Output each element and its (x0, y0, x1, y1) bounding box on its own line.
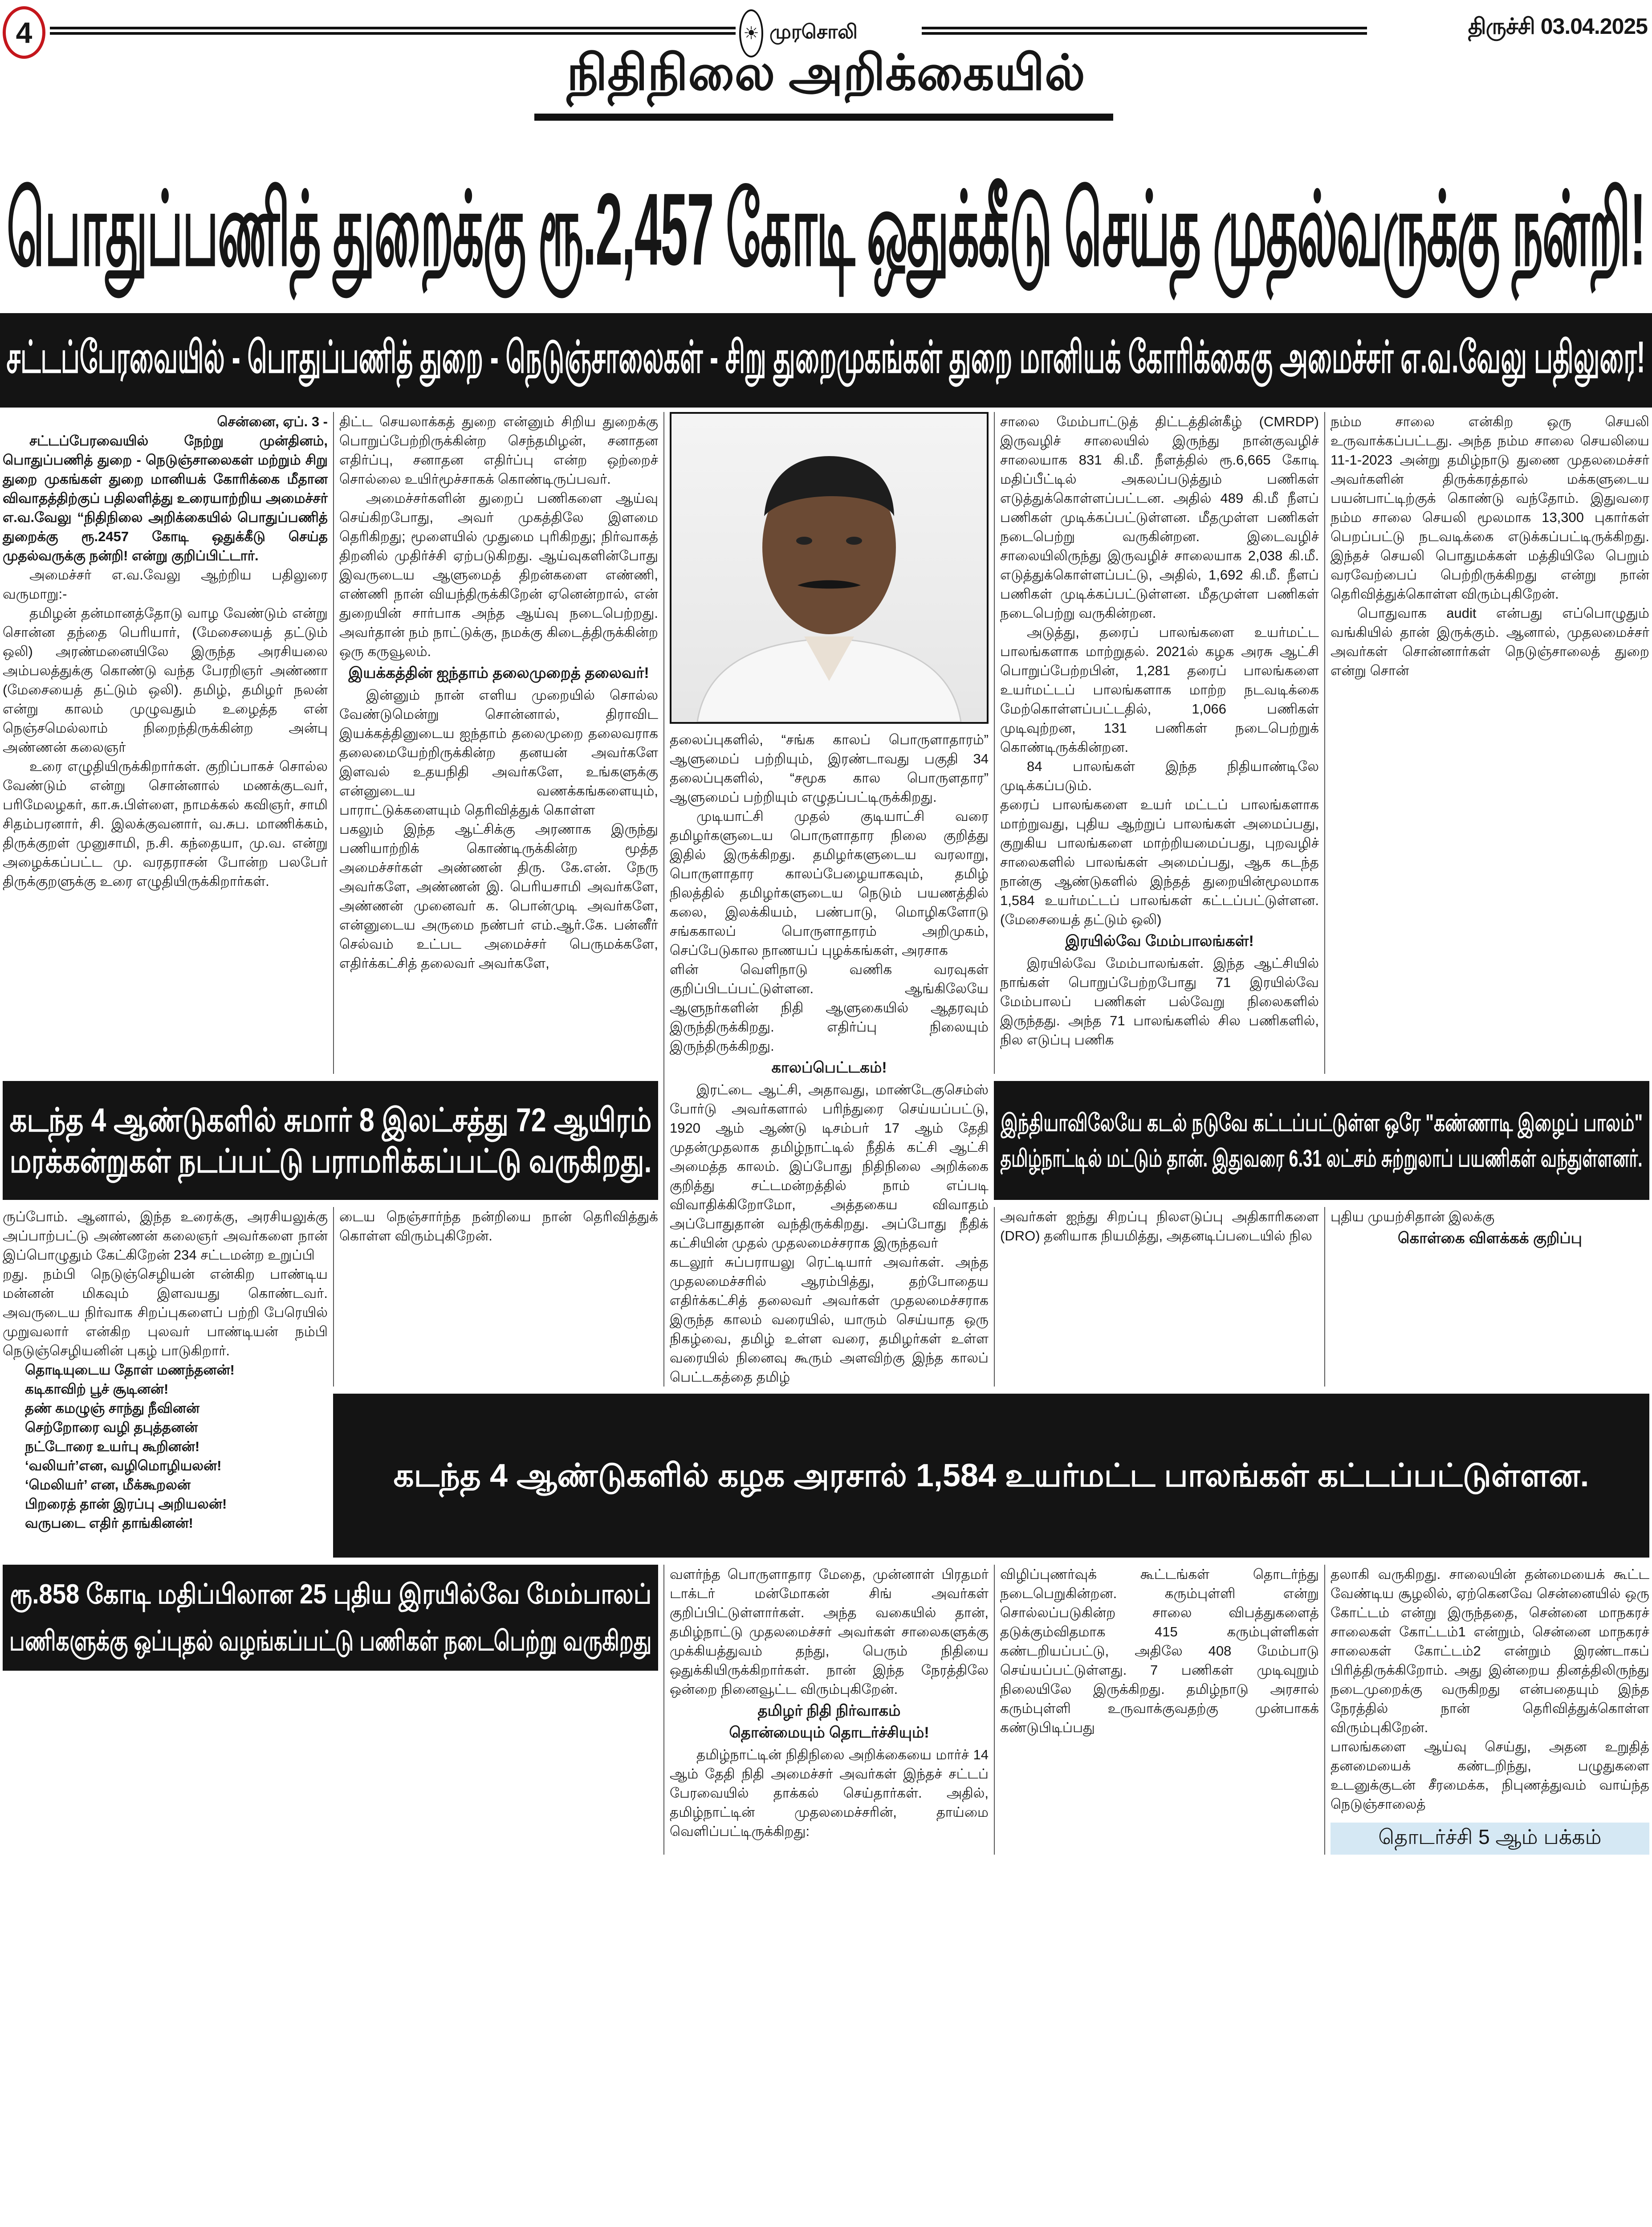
paragraph: அமைச்சர் எ.வ.வேலு ஆற்றிய பதிலுரை வருமாறு:- (3, 567, 328, 602)
paragraph: தலாகி வருகிறது. சாலையின் தன்மையைக் கூட்ட வேண்டிய சூழலில், ஏற்கெனவே சென்னையில் ஒரு கோட்டம் என்று இருந்ததை, சென்னை மாநகரச் சாலைகள் கோட்டம்1 என்றும், சென்னை மாநகரச் சாலைகள் கோட்டம்2 என்றும் இரண்டாகப் பிரித்திருக்கிறோம். அது இன்றைய தினத்திலிருந்து நடைமுறைக்கு வருகிறது என்பதையும் இந்த நேரத்தில் நான் தெரிவித்துக்கொள்ள விரும்புகிறேன். (1331, 1566, 1649, 1735)
main-headline: பொதுப்பணித் துறைக்கு ரூ.2,457 கோடி ஒதுக்கீடு செய்த முதல்வருக்கு நன்றி! (7, 172, 1645, 286)
section-subheading: காலப்பெட்டகம்! (771, 1059, 887, 1076)
column-4-bottom (994, 1565, 1319, 1855)
callout-line: கடந்த 4 ஆண்டுகளில் சுமார் 8 இலட்சத்து 72 ஆயிரம் (9, 1101, 651, 1138)
paragraph: இரயில்வே மேம்பாலங்கள். இந்த ஆட்சியில் நாங்கள் பொறுப்பேற்றபோது 71 இரயில்வே மேம்பாலப் பணிகள் பல்வேறு நிலைகளில் இருந்தது. அந்த 71 பாலங்களில் சில பணிகளில், நில எடுப்பு பணிக (1000, 955, 1319, 1048)
callout-saplings (3, 1081, 658, 1200)
paragraph: அவர்கள் ஐந்து சிறப்பு நிலஎடுப்பு அதிகாரிகளை (DRO) தனியாக நியமித்து, அதனடிப்படையில் நில (1000, 1209, 1319, 1244)
continued-on-page-5[interactable]: தொடர்ச்சி 5 ஆம் பக்கம் (1331, 1823, 1649, 1855)
minister-photo (670, 412, 989, 724)
column-3-text (670, 730, 989, 1387)
callout-railway-overbridges (3, 1565, 658, 1671)
verse-line: வருபடை எதிர் தாங்கினன்! (25, 1515, 193, 1531)
column-5-bottom-wrap (1324, 1565, 1649, 1855)
verse-line: நட்டோரை உயர்பு கூறினன்! (25, 1439, 200, 1455)
paragraph: சட்டப்பேரவையில் நேற்று முன்தினம், பொதுப்பணித் துறை - நெடுஞ்சாலைகள் மற்றும் சிறு துறை முகங்கள் துறை மானியக் கோரிக்கை மீதான விவாதத்திற்குப் பதிலளித்து உரையாற்றிய அமைச்சர் எ.வ.வேலு “நிதிநிலை அறிக்கையில் பொதுப்பணித் துறைக்கு ரூ.2457 கோடி ஒதுக்கீடு செய்த முதல்வருக்கு நன்றி! என்று குறிப்பிட்டார். (3, 433, 328, 563)
column-5-middle (1324, 1207, 1649, 1387)
paragraph: தமிழ்நாட்டின் நிதிநிலை அறிக்கையை மார்ச் 14 ஆம் தேதி நிதி அமைச்சர் அவர்கள் இந்தச் சட்டப் பேரவையில் தாக்கல் செய்தார்கள். அதில், தமிழ்நாட்டின் முதலமைச்சரின், தாய்மை வெளிப்பட்டிருக்கிறது: (670, 1746, 989, 1839)
section-subheading: தொன்மையும் தொடர்ச்சியும்! (729, 1724, 929, 1741)
subheadline-bar (0, 313, 1652, 408)
paragraph: தரைப் பாலங்களை உயர் மட்டப் பாலங்களாக மாற்றுவது, புதிய ஆற்றுப் பாலங்கள் அமைப்பது, குறுகிய பாலங்களை மாற்றியமைப்பது, புறவழிச் சாலைகளில் பாலங்கள் அமைப்பது, ஆக கடந்த நான்கு ஆண்டுகளில் இந்தத் துறையின்மூலமாக 1,584 உயர்மட்டப் பாலங்கள் கட்டப்பட்டுள்ளன. (மேசையைத் தட்டும் ஒலி) (1000, 797, 1319, 927)
paragraph: திட்ட செயலாக்கத் துறை என்னும் சிறிய துறைக்கு பொறுப்பேற்றிருக்கின்ற செந்தமிழன், சனாதன எதிர்ப்பு, சனாதன எதிர்ப்பு என்ற ஒற்றைச் சொல்லை உயிர்மூச்சாகக் கொண்டிருப்பவர். (339, 414, 658, 487)
dateline: சென்னை, ஏப். 3 - (217, 414, 328, 429)
verse-line: ‘மெலியர்’ என, மீக்கூறலன் (25, 1477, 191, 1493)
column-4-middle (994, 1207, 1319, 1387)
subheadline: சட்டப்பேரவையில் - பொதுப்பணித் துறை - நெடுஞ்சாலைகள் - சிறு துறைமுகங்கள் துறை மானியக் கோரிக்கைகு அமைச்சர் எ.வ.வேலு பதிலுரை! (6, 332, 1646, 382)
paragraph: 84 பாலங்கள் இந்த நிதியாண்டிலே முடிக்கப்படும். (1000, 759, 1319, 793)
column-5-bottom (1331, 1565, 1649, 1814)
column-3 (663, 412, 989, 1387)
section-subheading: இயக்கத்தின் ஐந்தாம் தலைமுறைத் தலைவர்! (348, 665, 649, 681)
paragraph: சாலை மேம்பாட்டுத் திட்டத்தின்கீழ் (CMRDP) இருவழிச் சாலையில் இருந்து நான்குவழிச் சாலையாக 831 கி.மீ. நீளத்தில் ரூ.6,665 கோடி மதிப்பீட்டில் அகலப்படுத்தும் பணிகள் எடுத்துக்கொள்ளப்பட்டன. அதில் 489 கி.மீ நீளப் பணிகள் முடிக்கப்பட்டுள்ளன. மீதமுள்ள பணிகள் நடைபெற்று வருகின்றன. இடைவழிச் சாலையிலிருந்து இருவழிச் சாலையாக 2,038 கி.மீ. எடுத்துக்கொள்ளப்பட்டு, அதில், 1,692 கி.மீ. நீளப் பணிகள் முடிக்கப்பட்டுள்ளன. மீதமுள்ள பணிகள் நடைபெற்று வருகின்றன. (1000, 414, 1319, 621)
callout-glass-bridge (994, 1081, 1649, 1200)
person-portrait-icon (671, 414, 987, 722)
column-2-bottom (663, 1565, 989, 1855)
verse-line: செற்றோரை வழி தபுத்தனன் (25, 1419, 198, 1436)
callout-line: தமிழ்நாட்டில் மட்டும் தான். இதுவரை 6.31 லட்சம் சுற்றுலாப் பயணிகள் வந்துள்ளனர். (1000, 1145, 1643, 1172)
railway-callout-wrap (3, 1565, 658, 1671)
verse-line: ‘வலியர்’என, வழிமொழியலன்! (25, 1458, 222, 1474)
paragraph: இன்னும் நான் எளிய முறையில் சொல்ல வேண்டுமென்று சொன்னால், திராவிட இயக்கத்தினுடைய ஐந்தாம் தலைமுறை தலைவராக தலைமையேற்றிருக்கின்ற தனயன் அவர்களே இளவல் உதயநிதி அவர்களே, உங்களுக்கு என்னுடைய வணக்கங்களையும், பாராட்டுக்களையும் தெரிவித்துக் கொள்ள (339, 687, 658, 818)
paragraph: டைய நெஞ்சார்ந்த நன்றியை நான் தெரிவித்துக் கொள்ள விரும்புகிறேன். (339, 1209, 658, 1244)
paragraph: முடியாட்சி முதல் குடியாட்சி வரை தமிழர்களுடைய பொருளாதார நிலை குறித்து இதில் இருக்கிறது. தமிழர்களுடைய வரலாறு, பொருளாதார காலப்பேழையாகவும், தமிழ் நிலத்தில் தமிழர்களுடைய நெடும் பயணத்தில் கலை, இலக்கியம், பண்பாடு, மொழிகளோடு சங்ககாலப் பொருளாதாரம் அறிமுகம், செப்பேடுகால நாணயப் புழக்கங்கள், அரசாக (670, 808, 989, 958)
section-subheading: தமிழர் நிதி நிர்வாகம் (757, 1702, 901, 1719)
article-body (0, 412, 1652, 1859)
paragraph: பகலும் இந்த ஆட்சிக்கு அரணாக இருந்து பணியாற்றிக் கொண்டிருக்கின்ற மூத்த அமைச்சர்கள் அண்ணன் திரு. கே.என். நேரு அவர்களே, அண்ணன் இ. பெரியசாமி அவர்களே, அண்ணன் முனைவர் க. பொன்முடி அவர்களே, என்னுடைய அருமை நண்பர் எம்.ஆர்.கே. பன்னீர் செல்வம் உட்பட அமைச்சர் பெருமக்களே, எதிர்க்கட்சித் தலைவர் அவர்களே, (339, 821, 658, 971)
column-5-top (1324, 412, 1649, 1074)
callout-high-level-bridges (333, 1394, 1649, 1558)
paragraph: தலைப்புகளில், “சங்க காலப் பொருளாதாரம்” ஆளுமைப் பற்றியும், இரண்டாவது பகுதி 34 தலைப்புகளில், “சமூக கால பொருளதார” ஆளுமைப் பற்றியும் எழுதப்பட்டிருக்கிறது. (670, 732, 989, 805)
paragraph: உரை எழுதியிருக்கிறார்கள். குறிப்பாகச் சொல்ல வேண்டும் என்று சொன்னால் மணக்குடவர், பரிமேலழகர், கா.சு.பிள்ளை, நாமக்கல் கவிஞர், சாமி சிதம்பரனார், சி. இலக்குவனார், வ.சுப. மாணிக்கம், திருக்குறள் முனுசாமி, ந.சி. கந்தையா, மு.வ. என்று அழைக்கப்பட்ட மு. வரதராசன் போன்ற பலபேர் திருக்குறளுக்கு உரை எழுதியிருக்கிறார்கள். (3, 759, 328, 889)
callout-line: பணிகளுக்கு ஒப்புதல் வழங்கப்பட்டு பணிகள் நடைபெற்று வருகிறது (9, 1625, 652, 1656)
callout-line: கடந்த 4 ஆண்டுகளில் கழக அரசால் 1,584 உயர்மட்ட பாலங்கள் கட்டப்பட்டுள்ளன. (393, 1457, 1589, 1493)
column-2-middle (333, 1207, 658, 1387)
paragraph: அடுத்து, தரைப் பாலங்களை உயர்மட்ட பாலங்களாக மாற்றுதல். 2021ல் கழக அரசு ஆட்சி பொறுப்பேற்றபின், 1,281 தரைப் பாலங்களை உயர்மட்டப் பாலங்களாக மாற்ற நடவடிக்கை மேற்கொள்ளப்பட்டதில், 1,066 பணிகள் முடிவுற்றன, 131 பணிகள் நடைபெற்றுக் கொண்டிருக்கின்றன. (1000, 624, 1319, 755)
edition-date: திருச்சி 03.04.2025 (1468, 14, 1648, 39)
paragraph: நம்ம சாலை என்கிற ஒரு செயலி உருவாக்கப்பட்டது. அந்த நம்ம சாலை செயலியை 11-1-2023 அன்று தமிழ்நாடு துணை முதலமைச்சர் அவர்களின் திருக்கரத்தால் மக்களுடைய பயன்பாட்டிற்குக் கொண்டு வந்தோம். இதுவரை நம்ம சாலை செயலி மூலமாக 13,300 புகார்கள் பெறப்பட்டு நடவடிக்கை எடுக்கப்பட்டிருக்கிறது. இந்தச் செயலி பொதுமக்கள் மத்தியிலே பெறும் வரவேற்பைப் பெற்றிருக்கிறது என்று நான் தெரிவித்துக்கொள்ள விரும்புகிறேன். (1331, 414, 1649, 602)
paragraph: வளர்ந்த பொருளாதார மேதை, முன்னாள் பிரதமர் டாக்டர் மன்மோகன் சிங் அவர்கள் குறிப்பிட்டுள்ளார்கள். அந்த வகையில் தான், தமிழ்நாட்டு முதலமைச்சர் அவர்கள் சாலைகளுக்கு முக்கியத்துவம் தந்து, பெரும் நிதியை ஒதுக்கியிருக்கிறார்கள். நான் இந்த நேரத்திலே ஒன்றை நினைவூட்ட விரும்புகிறேன். (670, 1566, 989, 1697)
kicker-underline (534, 114, 1113, 121)
paragraph: புதிய முயற்சிதான் இலக்கு (1331, 1209, 1495, 1225)
column-4-top (994, 412, 1319, 1074)
paragraph: ருப்போம். ஆனால், இந்த உரைக்கு, அரசியலுக்கு அப்பாற்பட்டு அண்ணன் கலைஞர் அவர்களை நான் இப்பொழுதும் கேட்கிறேன் 234 சட்டமன்ற உறுப்பி (3, 1209, 328, 1263)
paragraph: பொதுவாக audit என்பது எப்பொழுதும் வங்கியில் தான் இருக்கும். ஆனால், முதலமைச்சர் அவர்கள் சொன்னார்கள் நெடுஞ்சாலைத் துறை என்று சொன் (1331, 605, 1649, 678)
section-subheading: இரயில்வே மேம்பாலங்கள்! (1065, 933, 1254, 950)
verse-line: தண் கமழுஞ் சாந்து நீவினன் (25, 1400, 200, 1416)
column-2-top (333, 412, 658, 1074)
callout-line: ரூ.858 கோடி மதிப்பிலான 25 புதிய இரயில்வே மேம்பாலப் (9, 1578, 651, 1610)
callout-line: இந்தியாவிலேயே கடல் நடுவே கட்டப்பட்டுள்ள ஒரே "கண்ணாடி இழைப் பாலம்" (1001, 1109, 1643, 1136)
paragraph: இரட்டை ஆட்சி, அதாவது, மாண்டேகுசெம்ஸ் போர்டு அவர்களால் பரிந்துரை செய்யப்பட்டு, 1920 ஆம் ஆண்டு டிசம்பர் 17 ஆம் தேதி முதன்முதலாக தமிழ்நாட்டில் நீதிக் கட்சி ஆட்சி அமைத்த காலம். இப்போது நிதிநிலை அறிக்கை குறித்து சட்டமன்றத்தில் நாம் எப்படி விவாதிக்கிறோமோ, அத்தகைய விவாதம் அப்போதுதான் வந்திருக்கிறது. அப்போது நீதிக் கட்சியின் முதல் முதலமைச்சராக இருந்தவர் (670, 1082, 989, 1251)
column-1-top (3, 412, 328, 1074)
verse-line: பிறரைத் தான் இரப்பு அறியலன்! (25, 1496, 227, 1512)
header-rule-left (50, 27, 736, 35)
column-1-middle (3, 1207, 328, 1557)
kicker: நிதிநிலை அறிக்கையில் (566, 45, 1086, 100)
section-subheading: கொள்கை விளக்கக் குறிப்பு (1398, 1230, 1582, 1247)
paragraph: ளின் வெளிநாடு வணிக வரவுகள் குறிப்பிடப்பட்டுள்ளன. ஆங்கிலேயே ஆளுநர்களின் நிதி ஆளுகையில் ஆதரவும் இருந்திருக்கிறது. எதிர்ப்பு நிலையும் இருந்திருக்கிறது. (670, 962, 989, 1054)
page-top (0, 0, 1652, 412)
rising-sun-logo-icon: ☀ (739, 9, 763, 57)
paragraph: பாலங்களை ஆய்வு செய்து, அதன உறுதித் தனமையைக் கண்டறிந்து, பழுதுகளை உடனுக்குடன் சீரமைக்க, நிபுணத்துவம் வாய்ந்த நெடுஞ்சாலைத் (1331, 1738, 1649, 1812)
verse-line: தொடியுடைய தோள் மணந்தனன்! (25, 1362, 235, 1378)
paragraph: அமைச்சர்களின் துறைப் பணிகளை ஆய்வு செய்கிறபோது, அவர் முகத்திலே இளமை தெரிகிறது; மூளையில் முதுமை புரிகிறது; நிர்வாகத் திறனில் முதிர்ச்சி ஏற்படுகிறது. ஆய்வுகளின்போது இவருடைய ஆளுமைத் திறன்களை எண்ணி, எண்ணி நான் வியந்திருக்கிறேன் ஏனென்றால், என் துறையின் சார்பாக அந்த ஆய்வு நடைபெற்றது. அவர்தான் நம் நாட்டுக்கு, நமக்கு கிடைத்திருக்கின்ற ஒரு கருவூலம். (339, 490, 658, 659)
headline-container (0, 147, 1652, 312)
paper-name: முரசொலி (769, 21, 858, 43)
verse-line: கடிகாவிற் பூச் சூடினன்! (25, 1381, 169, 1397)
callout-line: மரக்கன்றுகள் நடப்பட்டு பராமரிக்கப்பட்டு வருகிறது. (9, 1142, 651, 1179)
paragraph: தமிழன் தன்மானத்தோடு வாழ வேண்டும் என்று சொன்ன தந்தை பெரியார், (மேசையைத் தட்டும் ஒலி) அரண்மனையிலே இருந்த அரசியலை அம்பலத்துக்கு கொண்டு வந்த பேரறிஞர் அண்ணா (மேசையைத் தட்டும் ஒலி). தமிழ், தமிழர் நலன் என்று காலம் முழுவதும் உழைத்த என் நெஞ்சமெல்லாம் நிறைந்திருக்கின்ற அன்பு அண்ணன் கலைஞர் (3, 605, 328, 755)
paragraph: றது. நம்பி நெடுஞ்செழியன் என்கிற பாண்டிய மன்னன் மிகவும் இளவயது கொண்டவர். அவருடைய நிர்வாக சிறப்புகளைப் பற்றி பேரெயில் முறுவலார் என்கிற புலவர் பாண்டியன் நம்பி நெடுஞ்செழியனின் புகழ் பாடுகிறார். (3, 1266, 328, 1359)
header-rule-right (922, 27, 1367, 35)
paragraph: கடலூர் சுப்பராயலு ரெட்டியார் அவர்கள். அந்த முதலமைச்சரில் ஆரம்பித்து, தற்போதைய எதிர்க்கட்சித் தலைவர் அவர்கள் முதலமைச்சராக இருந்த காலம் வரையில், யாரும் செய்யாத ஒரு நிகழ்வை, தமிழ் உள்ள வரை, தமிழர்கள் உள்ள வரையில் நினைவு கூரும் அளவிற்கு இந்த காலப் பெட்டகத்தை தமிழ் (670, 1254, 989, 1385)
paragraph: விழிப்புணர்வுக் கூட்டங்கள் தொடர்ந்து நடைபெறுகின்றன. கரும்புள்ளி என்று சொல்லப்படுகின்ற சாலை விபத்துகளைத் தடுக்கும்விதமாக 415 கரும்புள்ளிகள் கண்டறியப்பட்டு, அதிலே 408 மேம்பாடு செய்யப்பட்டுள்ளது. 7 பணிகள் முடிவுறும் நிலையிலே இருக்கிறது. தமிழ்நாடு அரசால் கரும்புள்ளி உருவாக்குவதற்கு முன்பாகக் கண்டுபிடிப்பது (1000, 1566, 1319, 1735)
page-number-badge: 4 (3, 6, 45, 59)
